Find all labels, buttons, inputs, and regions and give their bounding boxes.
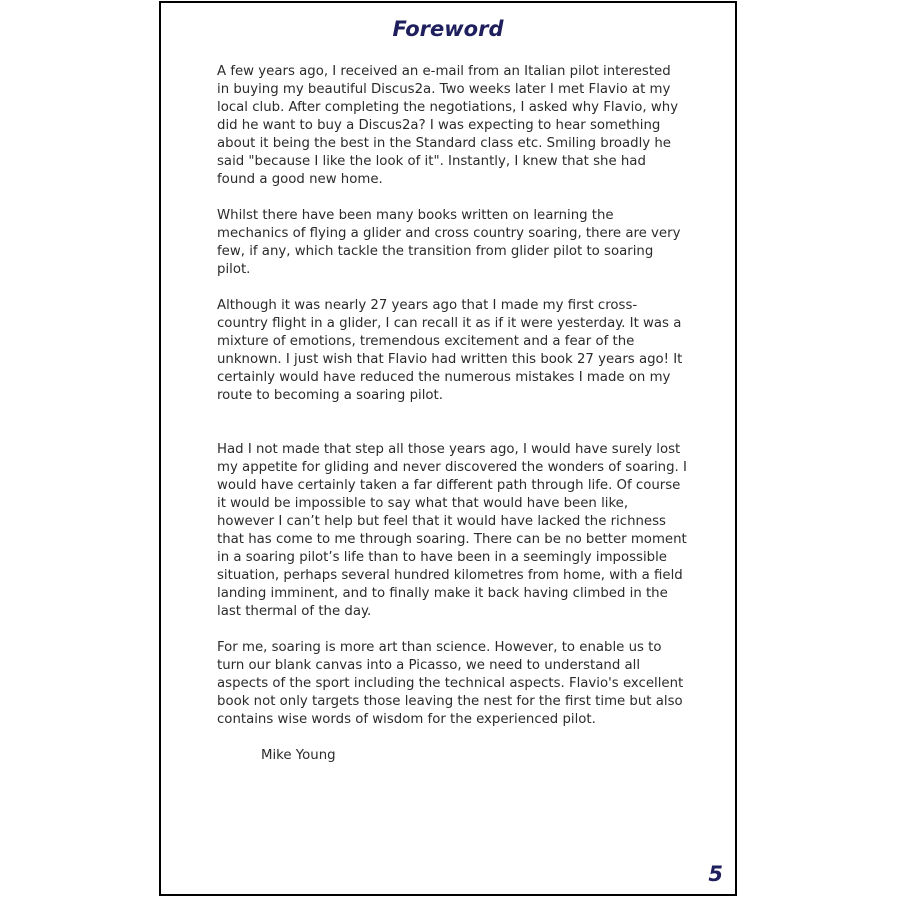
book-page: [159, 1, 737, 896]
paragraph-2: Whilst there have been many books written on learning the mechanics of flying a glider and cross country soaring, there are very few, if any, which tackle the transition from glider pilot to soaring pilot.: [217, 208, 681, 277]
foreword-body: [217, 63, 687, 783]
page-title: Foreword: [392, 17, 504, 41]
paragraph-3: Although it was nearly 27 years ago that I made my first cross-country flight in a glider, I can recall it as if it were yesterday. It was a mixture of emotions, tremendous excitement and a fear of the unknown. I just wish that Flavio had written this book 27 years ago! It certainly would have reduced the numerous mistakes I made on my route to becoming a soaring pilot.: [217, 298, 683, 403]
author-signature: Mike Young: [261, 748, 336, 763]
page-number: 5: [708, 862, 723, 886]
paragraph-4: Had I not made that step all those years ago, I would have surely lost my appetite for gliding and never discovered the wonders of soaring. I would have certainly taken a far different path through life. Of course it would be impossible to say what that would have been like, however I can’t help but feel that it would have lacked the richness that has come to me through soaring. There can be no better moment in a soaring pilot’s life than to have been in a seemingly impossible situation, perhaps several hundred kilometres from home, with a field landing imminent, and to finally make it back having climbed in the last thermal of the day.: [217, 442, 687, 619]
paragraph-1: A few years ago, I received an e-mail from an Italian pilot interested in buying my beautiful Discus2a. Two weeks later I met Flavio at my local club. After completing the negotiations, I asked why Flavio, why did he want to buy a Discus2a? I was expecting to hear something about it being the best in the Standard class etc. Smiling broadly he said "because I like the look of it". Instantly, I knew that she had found a good new home.: [217, 64, 679, 187]
paragraph-5: For me, soaring is more art than science. However, to enable us to turn our blank canvas into a Picasso, we need to understand all aspects of the sport including the technical aspects. Flavio's excellent book not only targets those leaving the nest for the first time but also contains wise words of wisdom for the experienced pilot.: [217, 640, 684, 727]
